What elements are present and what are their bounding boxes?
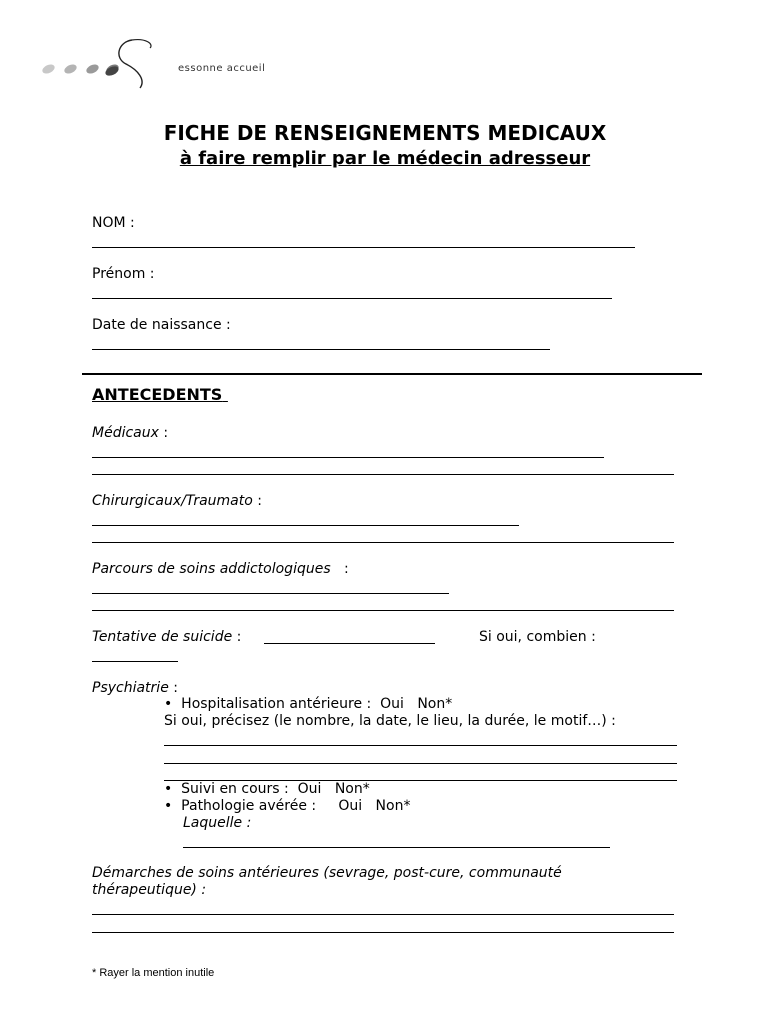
suivi-oui[interactable]: Oui bbox=[297, 781, 322, 797]
parcours-field-1[interactable] bbox=[92, 593, 449, 594]
suivi-item: • Suivi en cours : Oui Non* bbox=[164, 781, 370, 797]
logo-dot bbox=[85, 63, 100, 76]
hospitalisation-non[interactable]: Non* bbox=[417, 696, 453, 712]
parcours-field-2[interactable] bbox=[92, 610, 674, 611]
nom-field[interactable] bbox=[92, 247, 635, 248]
suivi-non[interactable]: Non* bbox=[334, 781, 370, 797]
chirurgicaux-field-2[interactable] bbox=[92, 542, 674, 543]
si-oui-combien-label: Si oui, combien : bbox=[479, 629, 596, 645]
tentative-label: Tentative de suicide : bbox=[92, 629, 242, 645]
demarches-field-1[interactable] bbox=[92, 914, 674, 915]
combien-field[interactable] bbox=[92, 661, 178, 662]
naissance-field[interactable] bbox=[92, 349, 550, 350]
medicaux-field-2[interactable] bbox=[92, 474, 674, 475]
hospitalisation-oui[interactable]: Oui bbox=[380, 696, 404, 712]
parcours-label: Parcours de soins addictologiques : bbox=[92, 561, 349, 577]
section-divider bbox=[82, 373, 702, 375]
naissance-label: Date de naissance : bbox=[92, 317, 231, 333]
page-subtitle: à faire remplir par le médecin adresseur bbox=[179, 148, 591, 169]
logo-dot bbox=[41, 63, 56, 76]
logo-text: essonne accueil bbox=[178, 63, 266, 74]
demarches-label-line1: Démarches de soins antérieures (sevrage, post-cure, communauté bbox=[92, 865, 562, 881]
logo bbox=[40, 36, 300, 96]
si-oui-precisez-label: Si oui, précisez (le nombre, la date, le lieu, la durée, le motif…) : bbox=[164, 713, 616, 729]
precisez-field-2[interactable] bbox=[164, 763, 677, 764]
medicaux-label: Médicaux : bbox=[92, 425, 169, 441]
hospitalisation-item: • Hospitalisation antérieure : Oui Non* bbox=[164, 696, 453, 712]
pathologie-non[interactable]: Non* bbox=[375, 798, 411, 814]
prenom-field[interactable] bbox=[92, 298, 612, 299]
nom-label: NOM : bbox=[92, 215, 135, 231]
chirurgicaux-field-1[interactable] bbox=[92, 525, 519, 526]
laquelle-label: Laquelle : bbox=[183, 815, 252, 831]
page-title: FICHE DE RENSEIGNEMENTS MEDICAUX bbox=[163, 121, 607, 145]
psychiatrie-label: Psychiatrie : bbox=[92, 680, 178, 696]
laquelle-field[interactable] bbox=[183, 847, 610, 848]
precisez-field-1[interactable] bbox=[164, 745, 677, 746]
antecedents-heading: ANTECEDENTS bbox=[92, 385, 223, 404]
medicaux-field-1[interactable] bbox=[92, 457, 604, 458]
logo-swoosh-icon bbox=[102, 36, 182, 96]
demarches-label-line2: thérapeutique) : bbox=[92, 882, 207, 898]
demarches-field-2[interactable] bbox=[92, 932, 674, 933]
prenom-label: Prénom : bbox=[92, 266, 155, 282]
chirurgicaux-label: Chirurgicaux/Traumato : bbox=[92, 493, 262, 509]
tentative-field[interactable] bbox=[264, 643, 435, 644]
pathologie-oui[interactable]: Oui bbox=[338, 798, 363, 814]
pathologie-item: • Pathologie avérée : Oui Non* bbox=[164, 798, 411, 814]
logo-dot bbox=[63, 63, 78, 76]
footer-note: * Rayer la mention inutile bbox=[92, 967, 215, 979]
